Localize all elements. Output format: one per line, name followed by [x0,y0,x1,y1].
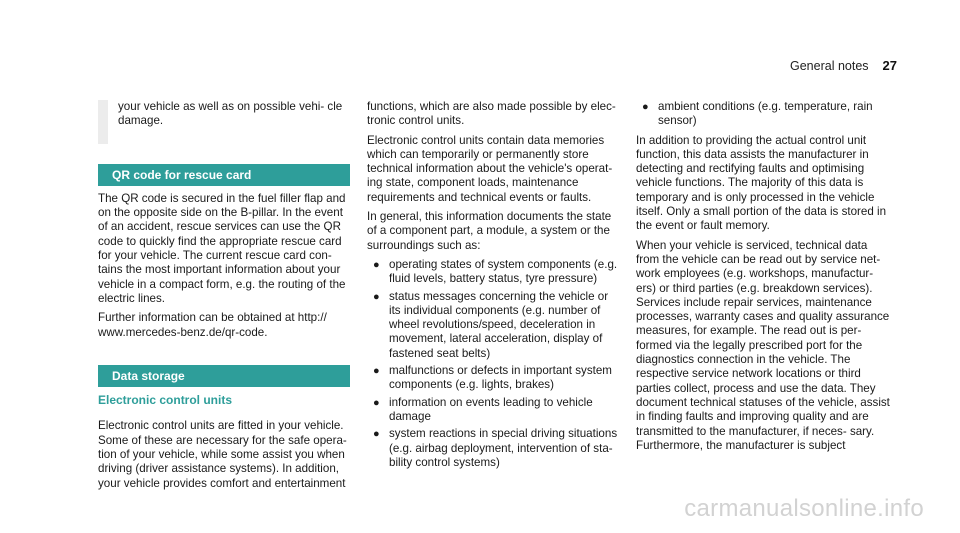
data-bullet-list [367,258,621,470]
bullet-icon: ● [373,290,380,303]
bullet-icon: ● [373,258,380,271]
bullet-icon: ● [373,396,380,409]
continuation-text: your vehicle as well as on possible vehi- cle damage. [118,100,343,128]
list-item: ● system reactions in special driving situations (e.g. airbag deployment, intervention of sta- bility control systems) [373,427,618,469]
data-bullet-list-continued [636,100,892,129]
column-left [98,100,350,496]
bullet-icon: ● [373,428,380,441]
list-item: ● operating states of system components (e.g. fluid levels, battery status, tyre pressure) [373,257,618,286]
continuation-bar [98,100,108,144]
information-paragraph: In general, this information documents the state of a component part, a module, a system or the surroundings such as: [367,210,612,252]
functions-paragraph: functions, which are also made possible by elec- tronic control units. [367,100,616,128]
column-right [636,100,892,458]
data-storage-heading: Data storage [98,365,350,387]
qr-code-heading: QR code for rescue card [98,164,350,186]
list-item: ● information on events leading to vehicle damage [373,395,593,423]
column-middle [367,100,621,475]
data-memories-paragraph: Electronic control units contain data memories which can temporarily or permanently store technical information about the vehicle's operat- ing state, component loads, maintenance requirements and technical events or faults. [367,133,613,204]
watermark: carmanualsonline.info [684,495,924,522]
bullet-icon: ● [373,365,380,378]
continuation-block [98,100,350,129]
page-number: 27 [882,58,897,73]
section-title: General notes [790,59,869,73]
bullet-icon: ● [642,101,649,113]
page-header [790,58,897,73]
manufacturer-paragraph: In addition to providing the actual control unit function, this data assists the manufacturer in detecting and rectifying faults and optimising vehicle functions. The majority of this data is temporary and is only processed in the vehicle itself. Only a small portion of the data is stored in the event or fault memory. [636,133,887,233]
servicing-paragraph: When your vehicle is serviced, technical data from the vehicle can be read out by service net- work employees (e.g. workshops, manufactur- ers) or third parties (e.g. breakdown services). Services include repair services, maintenance processes, warranty cases and quality assurance measures, for example. The read out is per- formed via the legally prescribed port for the diagnostics connection in the vehicle. The respective service network locations or third parties collect, process and use the data. They document technical statuses of the vehicle, assist in finding faults and improving quality and are transmitted to the manufacturer, if neces- sary. Furthermore, the manufacturer is subject [636,238,890,452]
list-item: ● status messages concerning the vehicle or its individual components (e.g. number of wheel revolutions/speed, deceleration in movement, lateral acceleration, display of fastened seat belts) [373,289,609,360]
list-item: ● ambient conditions (e.g. temperature, rain sensor) [642,100,873,128]
qr-code-link-paragraph: Further information can be obtained at http:// www.mercedes-benz.de/qr-code. [98,311,327,339]
ecu-subheading: Electronic control units [98,393,233,408]
qr-code-paragraph: The QR code is secured in the fuel filler flap and on the opposite side on the B-pillar. In the event of an accident, rescue services can use the QR code to quickly find the appropriate rescue card for your vehicle. The current rescue card con- tains the most important information about your vehicle in a compact form, e.g. the routing of the electric lines. [98,191,346,305]
list-item: ● malfunctions or defects in important system components (e.g. lights, brakes) [373,364,612,392]
ecu-paragraph: Electronic control units are fitted in your vehicle. Some of these are necessary for the safe opera- tion of your vehicle, while some assist you when driving (driver assistance systems). In addition, your vehicle provides comfort and entertainment [98,419,347,490]
